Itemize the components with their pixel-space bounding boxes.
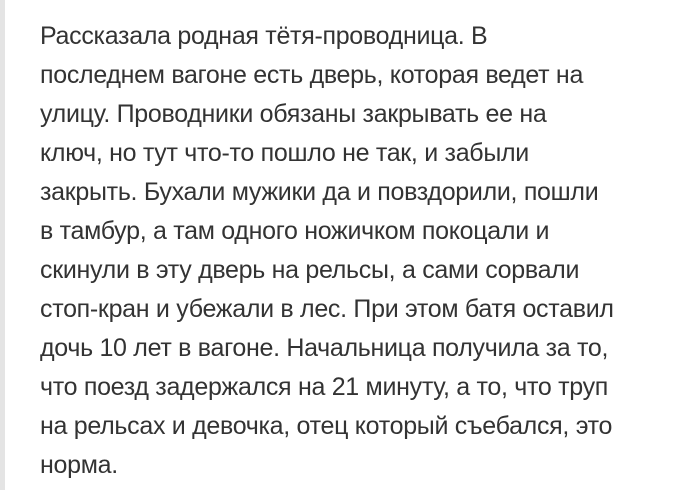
text-line: дочь 10 лет в вагоне. Начальница получила за то,: [40, 334, 609, 362]
text-line: последнем вагоне есть дверь, которая ведет на: [40, 61, 584, 89]
text-line: на рельсах и девочка, отец который съебался, это: [40, 412, 613, 440]
text-line: Рассказала родная тётя-проводница. В: [40, 22, 488, 50]
text-line: в тамбур, а там одного ножичком покоцали и: [40, 217, 550, 245]
text-line: улицу. Проводники обязаны закрывать ее на: [40, 100, 547, 128]
text-line: скинули в эту дверь на рельсы, а сами сорвали: [40, 256, 580, 284]
text-line: стоп-кран и убежали в лес. При этом батя оставил: [40, 295, 614, 323]
text-line: ключ, но тут что-то пошло не так, и забыли: [40, 139, 529, 167]
text-line: закрыть. Бухали мужики да и повздорили, пошли: [40, 178, 599, 206]
left-edge-strip: [0, 0, 5, 490]
text-line: норма.: [40, 451, 118, 479]
text-line: что поезд задержался на 21 минуту, а то, что труп: [40, 373, 609, 401]
post-text-block: [40, 17, 690, 485]
